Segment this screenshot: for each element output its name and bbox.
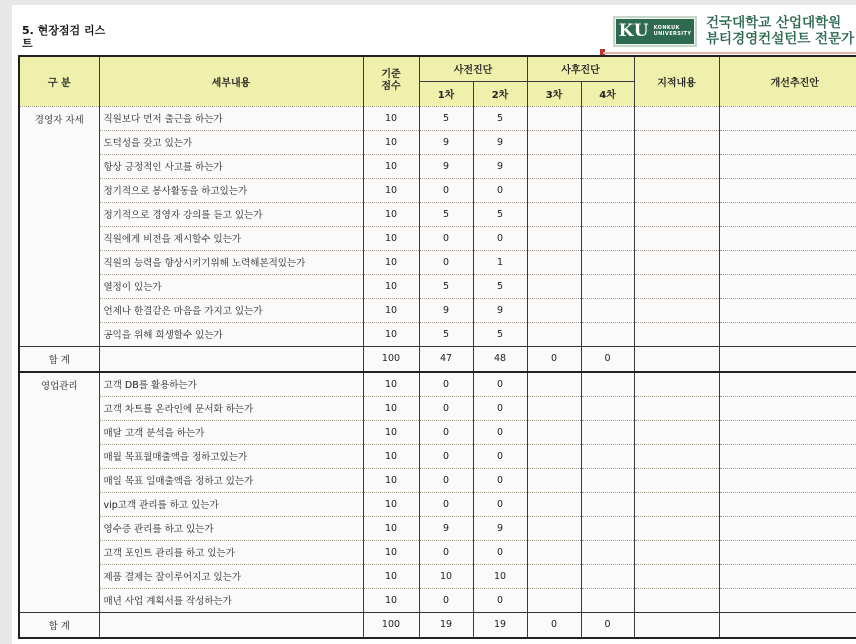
table-row (19, 372, 856, 396)
improve-cell (719, 396, 856, 420)
detail-cell: 영수증 관리를 하고 있는가 (99, 516, 363, 540)
round3-cell (527, 396, 581, 420)
improve-cell (719, 444, 856, 468)
round4-cell (581, 226, 634, 250)
issues-cell (634, 588, 719, 612)
window-edge-top (0, 0, 856, 5)
round3-cell (527, 372, 581, 396)
header-row-1 (19, 56, 856, 81)
base-score-cell: 10 (363, 250, 419, 274)
checklist-tbody (19, 106, 856, 638)
round4-cell (581, 322, 634, 346)
round4-cell (581, 372, 634, 396)
round1-cell: 9 (419, 516, 473, 540)
round3-cell (527, 492, 581, 516)
round3-cell (527, 298, 581, 322)
header-round2: 2차 (473, 81, 527, 106)
round1-cell: 10 (419, 564, 473, 588)
round2-cell: 1 (473, 250, 527, 274)
base-score-cell: 10 (363, 444, 419, 468)
improve-cell (719, 154, 856, 178)
round3-cell (527, 106, 581, 130)
logo-divider (603, 52, 856, 54)
issues-cell (634, 540, 719, 564)
issues-cell (634, 178, 719, 202)
round3-cell (527, 274, 581, 298)
round3-cell (527, 322, 581, 346)
header-base-score (363, 56, 419, 106)
ku-logo-university: UNIVERSITY (653, 31, 692, 37)
header-improvement: 개선추진안 (719, 56, 856, 106)
improve-cell (719, 420, 856, 444)
round4-cell (581, 130, 634, 154)
detail-cell: 정기적으로 경영자 강의를 듣고 있는가 (99, 202, 363, 226)
table-row (19, 516, 856, 540)
issues-cell (634, 492, 719, 516)
round1-cell: 5 (419, 202, 473, 226)
round2-cell: 0 (473, 226, 527, 250)
round4-cell (581, 540, 634, 564)
table-row (19, 226, 856, 250)
round4-cell (581, 588, 634, 612)
detail-cell (99, 346, 363, 372)
detail-cell: 직원에게 비전을 제시할수 있는가 (99, 226, 363, 250)
issues-cell (634, 396, 719, 420)
improve-cell (719, 226, 856, 250)
detail-cell: 고객 포인트 관리를 하고 있는가 (99, 540, 363, 564)
base-score-cell: 10 (363, 106, 419, 130)
base-score-cell: 10 (363, 178, 419, 202)
header-issues: 지적내용 (634, 56, 719, 106)
detail-cell: 고객 DB를 활용하는가 (99, 372, 363, 396)
round3-cell (527, 154, 581, 178)
round2-cell: 0 (473, 372, 527, 396)
round1-cell: 0 (419, 468, 473, 492)
org-name (706, 15, 854, 47)
detail-cell (99, 612, 363, 638)
improve-cell (719, 130, 856, 154)
base-score-cell: 10 (363, 274, 419, 298)
org-line1: 건국대학교 산업대학원 (706, 15, 842, 31)
table-row (19, 540, 856, 564)
section-category: 영업관리 (19, 372, 99, 612)
base-score-cell: 10 (363, 564, 419, 588)
round1-cell: 0 (419, 178, 473, 202)
issues-cell (634, 202, 719, 226)
detail-cell: 직원보다 먼저 출근을 하는가 (99, 106, 363, 130)
base-score-cell: 10 (363, 372, 419, 396)
round1-cell: 0 (419, 226, 473, 250)
round3-total: 0 (527, 346, 581, 372)
round1-total: 19 (419, 612, 473, 638)
round4-cell (581, 564, 634, 588)
round3-cell (527, 588, 581, 612)
round2-cell: 5 (473, 274, 527, 298)
table-row (19, 564, 856, 588)
header-round3: 3차 (527, 81, 581, 106)
round4-total: 0 (581, 612, 634, 638)
issues-cell (634, 346, 719, 372)
improve-cell (719, 346, 856, 372)
detail-cell: 항상 긍정적인 사고를 하는가 (99, 154, 363, 178)
header-pre-diagnosis: 사전진단 (419, 56, 527, 81)
table-row (19, 154, 856, 178)
improve-cell (719, 564, 856, 588)
base-score-cell: 10 (363, 588, 419, 612)
total-row (19, 346, 856, 372)
org-line2: 뷰티경영컨설턴트 전문가 (706, 31, 855, 47)
issues-cell (634, 612, 719, 638)
issues-cell (634, 250, 719, 274)
round2-cell: 0 (473, 396, 527, 420)
base-score-cell: 10 (363, 492, 419, 516)
table-row (19, 178, 856, 202)
header-detail: 세부내용 (99, 56, 363, 106)
base-score-total: 100 (363, 346, 419, 372)
base-score-cell: 10 (363, 130, 419, 154)
detail-cell: 매일 목표 일매출액을 정하고 있는가 (99, 468, 363, 492)
round1-cell: 0 (419, 588, 473, 612)
round2-cell: 5 (473, 106, 527, 130)
improve-cell (719, 588, 856, 612)
base-score-cell: 10 (363, 516, 419, 540)
table-container (18, 55, 856, 641)
detail-cell: vip고객 관리를 하고 있는가 (99, 492, 363, 516)
detail-cell: 고객 차트를 온라인에 문서화 하는가 (99, 396, 363, 420)
round3-cell (527, 420, 581, 444)
round2-cell: 9 (473, 516, 527, 540)
table-row (19, 106, 856, 130)
issues-cell (634, 274, 719, 298)
total-label: 합 계 (19, 346, 99, 372)
round1-cell: 9 (419, 154, 473, 178)
issues-cell (634, 420, 719, 444)
table-row (19, 468, 856, 492)
round1-cell: 9 (419, 130, 473, 154)
table-row (19, 298, 856, 322)
table-row (19, 420, 856, 444)
issues-cell (634, 372, 719, 396)
round2-cell: 0 (473, 468, 527, 492)
header-gubun: 구 분 (19, 56, 99, 106)
improve-cell (719, 516, 856, 540)
round3-cell (527, 202, 581, 226)
round2-cell: 0 (473, 444, 527, 468)
base-score-cell: 10 (363, 396, 419, 420)
detail-cell: 제품 결제는 잘이루어지고 있는가 (99, 564, 363, 588)
round1-cell: 0 (419, 492, 473, 516)
issues-cell (634, 154, 719, 178)
ku-logo-letters: KU (618, 21, 650, 41)
konkuk-logo (613, 16, 697, 47)
improve-cell (719, 612, 856, 638)
detail-cell: 정기적으로 봉사활동을 하고있는가 (99, 178, 363, 202)
detail-cell: 직원의 능력을 향상시키기위해 노력해본적있는가 (99, 250, 363, 274)
round4-cell (581, 154, 634, 178)
round2-cell: 5 (473, 322, 527, 346)
section-category: 경영자 자세 (19, 106, 99, 346)
window-edge-left (0, 0, 12, 644)
round2-cell: 5 (473, 202, 527, 226)
round1-cell: 9 (419, 298, 473, 322)
improve-cell (719, 322, 856, 346)
round2-cell: 0 (473, 492, 527, 516)
issues-cell (634, 516, 719, 540)
round1-cell: 0 (419, 540, 473, 564)
round1-total: 47 (419, 346, 473, 372)
table-row (19, 250, 856, 274)
round1-cell: 5 (419, 274, 473, 298)
improve-cell (719, 202, 856, 226)
issues-cell (634, 226, 719, 250)
round2-cell: 0 (473, 178, 527, 202)
round2-total: 19 (473, 612, 527, 638)
issues-cell (634, 106, 719, 130)
base-score-cell: 10 (363, 540, 419, 564)
round3-cell (527, 564, 581, 588)
round4-cell (581, 298, 634, 322)
detail-cell: 공익을 위해 희생할수 있는가 (99, 322, 363, 346)
round1-cell: 5 (419, 106, 473, 130)
issues-cell (634, 130, 719, 154)
round4-cell (581, 178, 634, 202)
improve-cell (719, 492, 856, 516)
round2-cell: 10 (473, 564, 527, 588)
improve-cell (719, 298, 856, 322)
round2-cell: 9 (473, 298, 527, 322)
base-score-cell: 10 (363, 298, 419, 322)
round3-cell (527, 444, 581, 468)
table-row (19, 322, 856, 346)
issues-cell (634, 298, 719, 322)
round3-cell (527, 540, 581, 564)
improve-cell (719, 372, 856, 396)
table-row (19, 274, 856, 298)
base-score-cell: 10 (363, 202, 419, 226)
base-score-cell: 10 (363, 322, 419, 346)
round4-cell (581, 274, 634, 298)
round1-cell: 5 (419, 322, 473, 346)
total-row (19, 612, 856, 638)
round2-cell: 0 (473, 420, 527, 444)
improve-cell (719, 468, 856, 492)
improve-cell (719, 250, 856, 274)
table-row (19, 396, 856, 420)
round3-cell (527, 226, 581, 250)
table-row (19, 492, 856, 516)
logo (613, 14, 854, 48)
round1-cell: 0 (419, 396, 473, 420)
round1-cell: 0 (419, 372, 473, 396)
detail-cell: 매달 고객 분석을 하는가 (99, 420, 363, 444)
round4-cell (581, 396, 634, 420)
header-base-l1: 기준 (381, 69, 401, 81)
issues-cell (634, 322, 719, 346)
round2-cell: 0 (473, 588, 527, 612)
header-base-l2: 점수 (381, 81, 401, 93)
round3-cell (527, 468, 581, 492)
base-score-cell: 10 (363, 420, 419, 444)
page-title: 5. 현장점검 리스트 (22, 24, 106, 50)
ku-logo-konkuk: KONKUK (653, 25, 680, 31)
improve-cell (719, 540, 856, 564)
detail-cell: 언제나 한결같은 마음을 가지고 있는가 (99, 298, 363, 322)
table-row (19, 130, 856, 154)
round1-cell: 0 (419, 250, 473, 274)
round1-cell: 0 (419, 420, 473, 444)
round2-cell: 0 (473, 540, 527, 564)
round3-cell (527, 516, 581, 540)
issues-cell (634, 444, 719, 468)
improve-cell (719, 274, 856, 298)
round4-cell (581, 492, 634, 516)
round2-cell: 9 (473, 130, 527, 154)
round4-total: 0 (581, 346, 634, 372)
round3-cell (527, 130, 581, 154)
round4-cell (581, 202, 634, 226)
checklist-table (18, 55, 856, 639)
header-round4: 4차 (581, 81, 634, 106)
improve-cell (719, 178, 856, 202)
base-score-cell: 10 (363, 154, 419, 178)
table-row (19, 588, 856, 612)
table-row (19, 202, 856, 226)
header-post-diagnosis: 사후진단 (527, 56, 634, 81)
base-score-total: 100 (363, 612, 419, 638)
header-round1: 1차 (419, 81, 473, 106)
round4-cell (581, 516, 634, 540)
detail-cell: 매년 사업 계획서를 작성하는가 (99, 588, 363, 612)
detail-cell: 열정이 있는가 (99, 274, 363, 298)
round4-cell (581, 444, 634, 468)
ku-logo-subtext (654, 25, 692, 37)
base-score-cell: 10 (363, 226, 419, 250)
detail-cell: 매월 목표월매출액을 정하고있는가 (99, 444, 363, 468)
round2-cell: 9 (473, 154, 527, 178)
round3-cell (527, 250, 581, 274)
round4-cell (581, 106, 634, 130)
table-row (19, 444, 856, 468)
base-score-cell: 10 (363, 468, 419, 492)
round4-cell (581, 468, 634, 492)
round3-total: 0 (527, 612, 581, 638)
issues-cell (634, 468, 719, 492)
round4-cell (581, 420, 634, 444)
round4-cell (581, 250, 634, 274)
total-label: 합 계 (19, 612, 99, 638)
round2-total: 48 (473, 346, 527, 372)
round1-cell: 0 (419, 444, 473, 468)
detail-cell: 도덕성을 갖고 있는가 (99, 130, 363, 154)
issues-cell (634, 564, 719, 588)
round3-cell (527, 178, 581, 202)
improve-cell (719, 106, 856, 130)
